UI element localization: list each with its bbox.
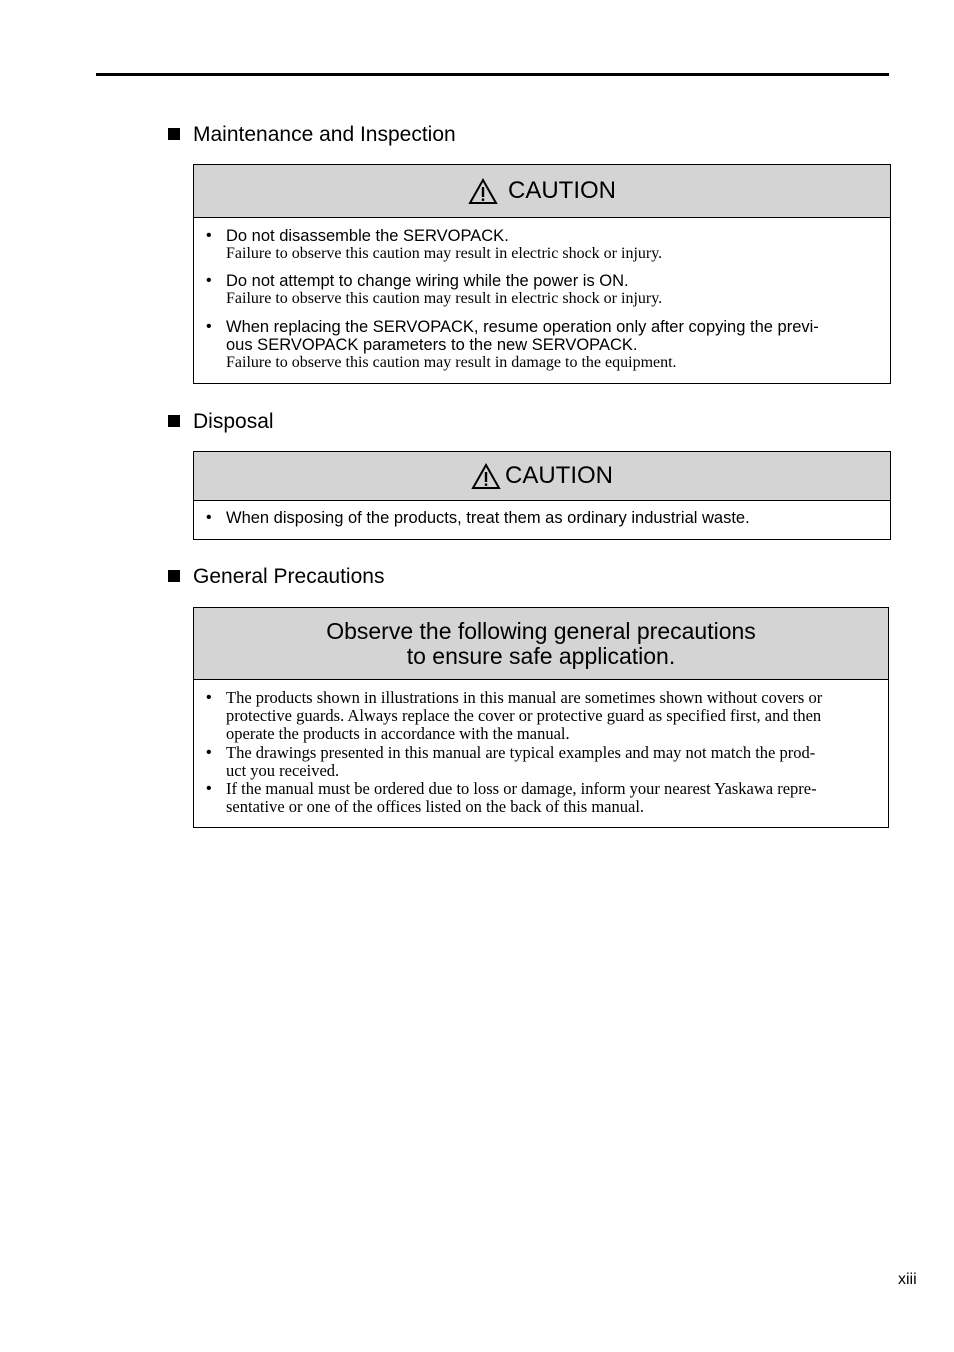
- black-square-icon: [168, 570, 180, 582]
- caution-header: [194, 452, 890, 501]
- caution-title: CAUTION: [508, 177, 616, 204]
- list-item: [206, 509, 880, 527]
- item-text-line: The products shown in illustrations in this manual are sometimes shown without covers or: [226, 688, 823, 707]
- item-text-line: operate the products in accordance with the manual.: [226, 724, 570, 744]
- item-consequence: Failure to observe this caution may result in electric shock or injury.: [226, 245, 663, 262]
- bullet: •: [206, 318, 212, 335]
- list-item: [206, 318, 880, 372]
- bullet: •: [206, 227, 212, 244]
- section-heading-maintenance: [168, 123, 456, 147]
- general-precautions-box: [193, 607, 889, 828]
- general-precautions-body: [194, 680, 888, 816]
- item-text-line: If the manual must be ordered due to loss or damage, inform your nearest Yaskawa repre-: [226, 779, 817, 799]
- top-rule: [96, 73, 889, 76]
- item-text: Do not attempt to change wiring while the power is ON.: [226, 272, 629, 290]
- item-text-line: uct you received.: [226, 760, 340, 780]
- item-text-line: protective guards. Always replace the cover or protective guard as specified first, and then: [226, 706, 822, 726]
- bullet: •: [206, 509, 212, 526]
- list-item: [206, 744, 878, 780]
- item-consequence: Failure to observe this caution may result in electric shock or injury.: [226, 290, 663, 307]
- caution-box-disposal: [193, 451, 891, 540]
- warning-triangle-icon: [471, 463, 501, 490]
- item-text: Do not disassemble the SERVOPACK.: [226, 227, 509, 245]
- item-text: When disposing of the products, treat them as ordinary industrial waste.: [226, 509, 750, 527]
- caution-body: [194, 501, 890, 527]
- section-heading-text: Maintenance and Inspection: [193, 123, 456, 146]
- section-heading-text: General Precautions: [193, 565, 385, 588]
- item-text-line: sentative or one of the offices listed on the back of this manual.: [226, 797, 645, 817]
- list-item: [206, 272, 880, 308]
- section-heading-text: Disposal: [193, 410, 274, 433]
- black-square-icon: [168, 128, 180, 140]
- item-consequence: Failure to observe this caution may result in damage to the equipment.: [226, 354, 677, 371]
- list-item: [206, 780, 878, 816]
- header-line: to ensure safe application.: [406, 642, 676, 669]
- item-text-line: When replacing the SERVOPACK, resume operation only after copying the previ-: [226, 318, 819, 336]
- bullet: •: [206, 743, 212, 761]
- warning-triangle-icon: [468, 178, 498, 205]
- section-heading-disposal: [168, 410, 274, 434]
- item-text-line: ous SERVOPACK parameters to the new SERVOPACK.: [226, 336, 638, 354]
- caution-header: [194, 165, 890, 218]
- bullet: •: [206, 272, 212, 289]
- item-text-line: The drawings presented in this manual are typical examples and may not match the prod-: [226, 742, 816, 762]
- general-precautions-header: [194, 608, 888, 680]
- list-item: [206, 689, 878, 744]
- section-heading-general: [168, 565, 384, 589]
- black-square-icon: [168, 415, 180, 427]
- bullet: •: [206, 689, 212, 706]
- page-number: xiii: [898, 1271, 917, 1288]
- caution-box-maintenance: [193, 164, 891, 384]
- caution-title: CAUTION: [505, 462, 613, 489]
- list-item: [206, 227, 880, 263]
- header-line: Observe the following general precautions: [326, 617, 756, 644]
- bullet: •: [206, 780, 212, 798]
- caution-body: [194, 218, 890, 372]
